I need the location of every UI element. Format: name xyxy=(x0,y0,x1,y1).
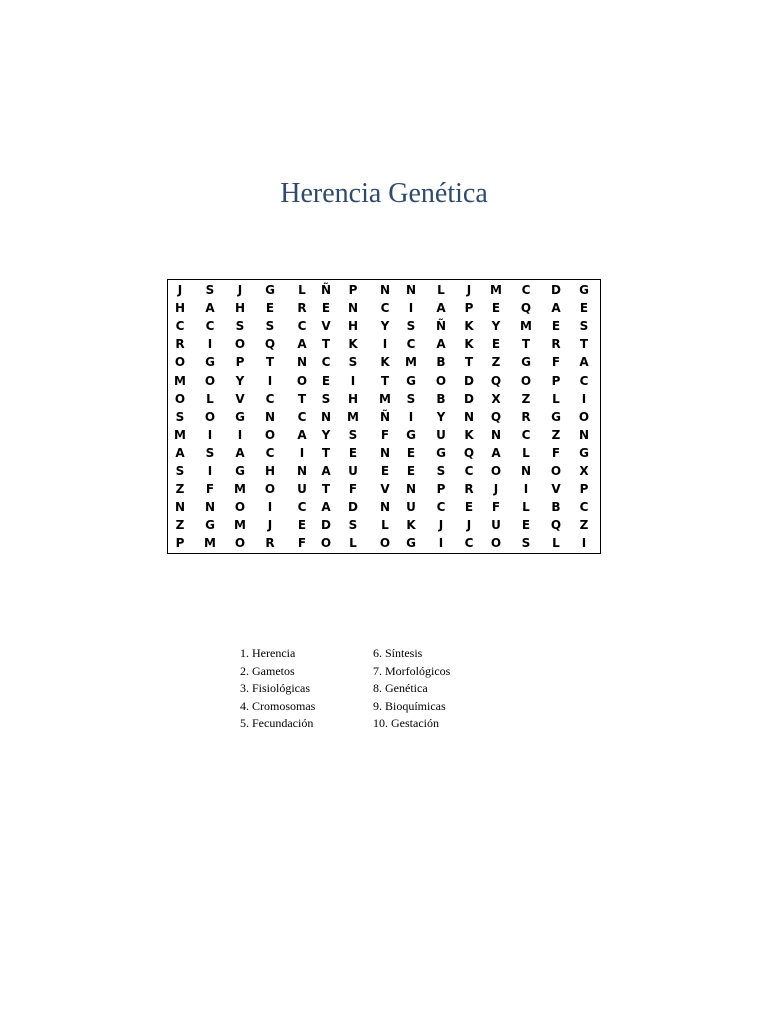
grid-letter: E xyxy=(551,319,561,334)
grid-letter: G xyxy=(265,283,275,297)
grid-letter: R xyxy=(551,337,561,352)
grid-letter: M xyxy=(234,482,246,497)
grid-letter: Y xyxy=(436,409,446,424)
grid-letter: N xyxy=(296,355,308,370)
grid-letter: G xyxy=(406,373,416,388)
grid-letter: A xyxy=(321,464,331,478)
grid-letter: Q xyxy=(550,518,562,533)
grid-letter: S xyxy=(265,319,275,334)
grid-letter: A xyxy=(436,301,446,316)
grid-letter: J xyxy=(466,283,472,297)
grid-letter: J xyxy=(237,283,243,297)
grid-letter: N xyxy=(379,500,391,515)
word-list-item: 7. Morfológicos xyxy=(373,663,451,678)
grid-letter: T xyxy=(321,337,331,352)
grid-letter: L xyxy=(522,500,530,515)
grid-letter: T xyxy=(265,355,275,370)
grid-letter: N xyxy=(347,301,359,316)
grid-letter: T xyxy=(321,482,331,497)
grid-letter: C xyxy=(265,445,275,460)
grid-letter: E xyxy=(464,500,474,515)
grid-letter: C xyxy=(521,283,531,297)
grid-letter: C xyxy=(579,373,589,388)
grid-row xyxy=(168,299,600,317)
grid-letter: N xyxy=(379,283,391,297)
grid-letter: Z xyxy=(579,518,589,533)
grid-letter: Z xyxy=(491,355,501,370)
grid-letter: C xyxy=(297,500,307,515)
grid-letter: Y xyxy=(380,319,390,334)
grid-letter: V xyxy=(321,319,331,334)
grid-letter: R xyxy=(175,337,185,352)
grid-letter: Ñ xyxy=(379,409,391,424)
grid-letter: L xyxy=(381,518,389,533)
grid-letter: E xyxy=(406,464,416,478)
grid-letter: R xyxy=(521,409,531,424)
grid-letter: M xyxy=(174,427,186,442)
grid-letter: F xyxy=(205,482,215,497)
grid-letter: T xyxy=(380,373,390,388)
grid-letter: P xyxy=(579,482,589,497)
grid-letter: D xyxy=(551,283,561,297)
grid-row xyxy=(168,372,600,390)
grid-letter: A xyxy=(235,445,245,460)
grid-row xyxy=(168,426,600,444)
grid-letter: O xyxy=(264,482,276,497)
grid-letter: K xyxy=(464,427,474,442)
grid-letter: D xyxy=(348,500,358,515)
grid-letter: U xyxy=(297,482,307,497)
grid-letter: F xyxy=(380,427,390,442)
grid-letter: F xyxy=(297,536,307,551)
grid-letter: A xyxy=(321,500,331,515)
grid-letter: F xyxy=(551,445,561,460)
grid-letter: M xyxy=(405,355,417,370)
grid-letter: H xyxy=(264,464,276,478)
grid-letter: R xyxy=(265,536,275,551)
grid-letter: O xyxy=(550,464,562,478)
grid-letter: O xyxy=(234,337,246,352)
grid-letter: C xyxy=(321,355,331,370)
grid-letter: U xyxy=(491,518,501,533)
grid-letter: O xyxy=(234,536,246,551)
grid-letter: E xyxy=(380,464,390,478)
grid-letter: S xyxy=(235,319,245,334)
grid-letter: N xyxy=(490,427,502,442)
grid-letter: O xyxy=(204,409,216,424)
grid-letter: O xyxy=(204,373,216,388)
grid-letter: N xyxy=(520,464,532,478)
grid-letter: N xyxy=(174,500,186,515)
grid-letter: D xyxy=(464,391,474,406)
grid-letter: J xyxy=(267,518,273,533)
grid-letter: T xyxy=(464,355,474,370)
grid-row xyxy=(168,335,600,353)
grid-letter: X xyxy=(491,391,501,406)
grid-letter: Q xyxy=(463,445,475,460)
word-list-item: 8. Genética xyxy=(373,681,428,695)
grid-letter: Z xyxy=(175,518,185,533)
grid-letter: S xyxy=(348,518,358,533)
grid-letter: K xyxy=(348,337,358,352)
grid-row xyxy=(168,462,600,480)
grid-letter: O xyxy=(379,536,391,551)
grid-letter: O xyxy=(320,536,332,551)
grid-letter: Z xyxy=(175,482,185,497)
grid-letter: L xyxy=(206,391,214,406)
grid-letter: O xyxy=(520,373,532,388)
grid-letter: K xyxy=(464,337,474,352)
grid-row xyxy=(168,480,600,498)
grid-letter: N xyxy=(204,500,216,515)
grid-letter: Z xyxy=(551,427,561,442)
grid-letter: C xyxy=(380,301,390,316)
grid-letter: E xyxy=(297,518,307,533)
grid-letter: I xyxy=(382,337,388,352)
grid-letter: C xyxy=(265,391,275,406)
grid-letter: K xyxy=(464,319,474,334)
grid-letter: F xyxy=(551,355,561,370)
grid-letter: N xyxy=(264,409,276,424)
grid-letter: M xyxy=(234,518,246,533)
grid-letter: N xyxy=(296,464,308,478)
grid-letter: G xyxy=(205,355,215,370)
grid-letter: G xyxy=(235,409,245,424)
grid-letter: O xyxy=(435,373,447,388)
grid-letter: U xyxy=(348,464,358,478)
grid-letter: G xyxy=(579,283,589,297)
grid-letter: A xyxy=(297,427,307,442)
grid-row xyxy=(168,281,600,299)
grid-letter: M xyxy=(204,536,216,551)
grid-letter: A xyxy=(205,301,215,316)
grid-letter: I xyxy=(299,445,305,460)
grid-letter: L xyxy=(552,536,560,551)
grid-letter: E xyxy=(321,301,331,316)
word-list-item: 5. Fecundación xyxy=(240,716,314,730)
grid-letter: O xyxy=(578,409,590,424)
grid-letter: A xyxy=(579,355,589,370)
grid-letter: O xyxy=(264,427,276,442)
grid-letter: T xyxy=(321,445,331,460)
grid-letter: N xyxy=(379,445,391,460)
grid-letter: N xyxy=(463,409,475,424)
grid-letter: N xyxy=(320,409,332,424)
grid-letter: P xyxy=(464,301,474,316)
grid-letter: S xyxy=(579,319,589,334)
grid-letter: P xyxy=(551,373,561,388)
grid-letter: O xyxy=(490,536,502,551)
grid-letter: I xyxy=(267,500,273,515)
word-list-item: 1. Herencia xyxy=(240,646,296,660)
grid-letter: T xyxy=(521,337,531,352)
grid-letter: S xyxy=(321,391,331,406)
grid-letter: N xyxy=(578,427,590,442)
grid-letter: G xyxy=(406,536,416,551)
grid-letter: Q xyxy=(490,373,502,388)
grid-letter: I xyxy=(581,536,587,551)
word-search-grid xyxy=(167,279,601,554)
grid-letter: A xyxy=(491,445,501,460)
grid-letter: F xyxy=(348,482,358,497)
word-list-item: 2. Gametos xyxy=(240,663,295,678)
grid-letter: B xyxy=(436,391,446,406)
grid-row xyxy=(168,390,600,408)
word-list-column-1 xyxy=(240,645,315,733)
grid-letter: I xyxy=(523,482,529,497)
grid-letter: M xyxy=(347,409,359,424)
grid-letter: Y xyxy=(235,373,245,388)
grid-letter: E xyxy=(348,445,358,460)
grid-letter: L xyxy=(552,391,560,406)
grid-letter: X xyxy=(579,464,589,478)
grid-letter: D xyxy=(464,373,474,388)
grid-letter: S xyxy=(406,391,416,406)
grid-letter: G xyxy=(436,445,446,460)
grid-letter: L xyxy=(349,536,357,551)
grid-letter: C xyxy=(297,319,307,334)
word-list-item: 10. Gestación xyxy=(373,716,439,730)
grid-row xyxy=(168,534,600,552)
grid-row xyxy=(168,317,600,335)
word-list-item: 3. Fisiológicas xyxy=(240,681,311,695)
grid-letter: G xyxy=(205,518,215,533)
grid-row xyxy=(168,498,600,516)
grid-letter: M xyxy=(379,391,391,406)
grid-row xyxy=(168,516,600,534)
grid-letter: A xyxy=(436,337,446,352)
grid-letter: L xyxy=(298,283,306,297)
grid-letter: Q xyxy=(520,301,532,316)
grid-letter: J xyxy=(438,518,444,533)
grid-letter: O xyxy=(174,391,186,406)
grid-letter: I xyxy=(207,464,213,478)
word-list-item: 6. Síntesis xyxy=(373,646,423,660)
grid-letter: D xyxy=(321,518,331,533)
grid-letter: Q xyxy=(490,409,502,424)
grid-letter: V xyxy=(235,391,245,406)
grid-letter: O xyxy=(174,355,186,370)
grid-letter: H xyxy=(234,301,246,316)
grid-letter: G xyxy=(579,445,589,460)
grid-letter: E xyxy=(406,445,416,460)
grid-letter: O xyxy=(234,500,246,515)
grid-letter: C xyxy=(205,319,215,334)
page-title: Herencia Genética xyxy=(280,178,488,209)
grid-letter: I xyxy=(408,301,414,316)
grid-letter: G xyxy=(551,409,561,424)
grid-letter: E xyxy=(321,373,331,388)
grid-letter: L xyxy=(437,283,445,297)
grid-letter: B xyxy=(551,500,561,515)
grid-letter: C xyxy=(297,409,307,424)
grid-row xyxy=(168,444,600,462)
grid-letter: O xyxy=(490,464,502,478)
grid-letter: H xyxy=(347,319,359,334)
grid-letter: I xyxy=(438,536,444,551)
grid-letter: C xyxy=(464,536,474,551)
grid-letter: E xyxy=(265,301,275,316)
grid-letter: B xyxy=(436,355,446,370)
grid-letter: E xyxy=(491,301,501,316)
grid-letter: I xyxy=(207,427,213,442)
grid-letter: I xyxy=(581,391,587,406)
grid-letter: C xyxy=(464,464,474,478)
grid-letter: E xyxy=(579,301,589,316)
grid-letter: I xyxy=(237,427,243,442)
grid-letter: M xyxy=(174,373,186,388)
grid-letter: Y xyxy=(491,319,501,334)
grid-letter: I xyxy=(267,373,273,388)
grid-letter: E xyxy=(521,518,531,533)
grid-letter: S xyxy=(348,427,358,442)
grid-letter: I xyxy=(350,373,356,388)
grid-letter: G xyxy=(521,355,531,370)
grid-letter: P xyxy=(175,536,185,551)
grid-letter: Ñ xyxy=(320,283,332,297)
grid-row xyxy=(168,353,600,371)
grid-letter: T xyxy=(297,391,307,406)
grid-letter: N xyxy=(405,283,417,297)
grid-letter: E xyxy=(491,337,501,352)
grid-letter: Ñ xyxy=(435,319,447,334)
grid-row xyxy=(168,408,600,426)
grid-letter: C xyxy=(579,500,589,515)
grid-letter: O xyxy=(296,373,308,388)
grid-letter: S xyxy=(175,464,185,478)
grid-letter: P xyxy=(348,283,358,297)
grid-letter: N xyxy=(405,482,417,497)
grid-letter: I xyxy=(207,337,213,352)
grid-letter: P xyxy=(235,355,245,370)
letter-grid xyxy=(168,280,600,553)
grid-letter: V xyxy=(380,482,390,497)
grid-letter: S xyxy=(205,445,215,460)
grid-letter: J xyxy=(466,518,472,533)
grid-letter: H xyxy=(174,301,186,316)
word-list-item: 4. Cromosomas xyxy=(240,698,316,713)
grid-letter: R xyxy=(464,482,474,497)
grid-letter: S xyxy=(436,464,446,478)
grid-letter: C xyxy=(436,500,446,515)
grid-letter: Q xyxy=(264,337,276,352)
grid-letter: A xyxy=(175,445,185,460)
grid-letter: S xyxy=(205,283,215,297)
grid-letter: C xyxy=(406,337,416,352)
grid-letter: F xyxy=(491,500,501,515)
grid-letter: C xyxy=(521,427,531,442)
grid-letter: U xyxy=(406,500,416,515)
grid-letter: C xyxy=(175,319,185,334)
grid-letter: J xyxy=(493,482,499,497)
grid-letter: S xyxy=(175,409,185,424)
grid-letter: J xyxy=(177,283,183,297)
grid-letter: P xyxy=(436,482,446,497)
grid-letter: Y xyxy=(321,427,331,442)
word-list-column-2 xyxy=(373,645,450,733)
grid-letter: T xyxy=(579,337,589,352)
grid-letter: V xyxy=(551,482,561,497)
grid-letter: S xyxy=(348,355,358,370)
grid-letter: A xyxy=(297,337,307,352)
grid-letter: L xyxy=(522,445,530,460)
grid-letter: A xyxy=(551,301,561,316)
grid-letter: M xyxy=(520,319,532,334)
word-list-item: 9. Bioquímicas xyxy=(373,698,446,713)
grid-letter: S xyxy=(521,536,531,551)
grid-letter: H xyxy=(347,391,359,406)
grid-letter: U xyxy=(436,427,446,442)
grid-letter: G xyxy=(406,427,416,442)
grid-letter: R xyxy=(297,301,307,316)
grid-letter: S xyxy=(406,319,416,334)
grid-letter: K xyxy=(406,518,416,533)
grid-letter: K xyxy=(380,355,390,370)
grid-letter: I xyxy=(408,409,414,424)
grid-letter: M xyxy=(490,283,502,297)
grid-letter: Z xyxy=(521,391,531,406)
grid-letter: G xyxy=(235,464,245,478)
